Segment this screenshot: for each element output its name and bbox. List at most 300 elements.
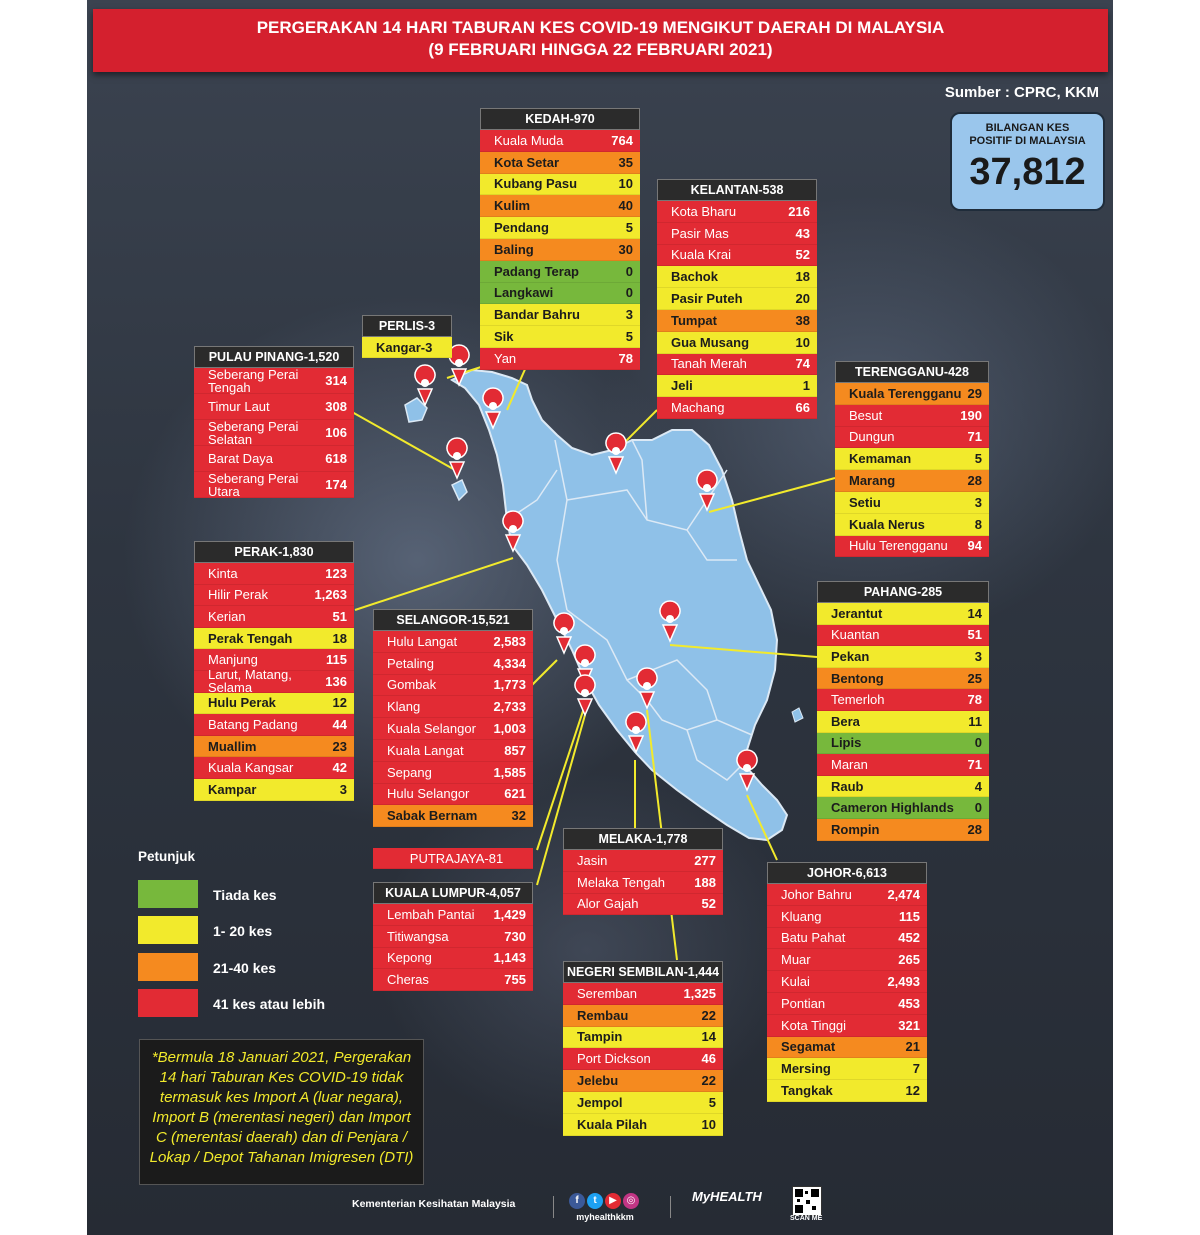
district-name: Jeli [671, 378, 693, 394]
district-name: Langkawi [494, 285, 554, 301]
panel-johor [767, 862, 927, 1102]
panel-header: MELAKA-1,778 [563, 828, 723, 850]
source-label: Sumber : CPRC, KKM [944, 84, 1099, 101]
district-row [657, 397, 817, 419]
district-row [194, 736, 354, 758]
district-cases: 115 [899, 908, 920, 924]
social-icons [569, 1190, 641, 1222]
district-cases: 7 [912, 1061, 920, 1077]
district-row [480, 195, 640, 217]
total-label-line-1: BILANGAN KES [985, 122, 1070, 134]
district-row [817, 603, 989, 625]
district-row [373, 718, 533, 740]
district-name: Kulai [781, 974, 810, 990]
district-row [373, 904, 533, 926]
district-row [194, 714, 354, 736]
district-row [817, 797, 989, 819]
district-cases: 0 [974, 735, 982, 751]
district-name: Baling [494, 241, 534, 257]
district-name: Batu Pahat [781, 930, 846, 946]
district-name: Kemaman [849, 451, 912, 467]
panel-terengganu [835, 361, 989, 557]
district-name: Temerloh [831, 692, 885, 708]
district-row [194, 779, 354, 801]
panel-kuala-lumpur [373, 882, 533, 991]
district-cases: 1,325 [683, 985, 716, 1001]
district-cases: 28 [967, 473, 982, 489]
district-row [480, 130, 640, 152]
tioman-island [792, 708, 803, 722]
district-name: Marang [849, 473, 896, 489]
district-cases: 1,263 [314, 587, 347, 603]
district-cases: 78 [967, 692, 982, 708]
district-name: Timur Laut [208, 399, 270, 414]
district-name: Kerian [208, 608, 246, 624]
panel-kedah [480, 108, 640, 370]
district-cases: 51 [967, 627, 982, 643]
infographic-poster [87, 0, 1113, 1235]
district-cases: 0 [625, 263, 633, 279]
district-row [480, 304, 640, 326]
district-name: Pendang [494, 220, 549, 236]
district-row [657, 223, 817, 245]
district-row [480, 152, 640, 174]
panel-header: SELANGOR-15,521 [373, 609, 533, 631]
district-cases: 5 [708, 1094, 716, 1110]
qr-code-icon[interactable] [792, 1186, 822, 1216]
district-cases: 51 [332, 608, 347, 624]
district-cases: 21 [905, 1039, 920, 1055]
district-cases: 216 [788, 203, 810, 219]
district-name: Kulim [494, 198, 531, 214]
panel-pahang [817, 581, 989, 841]
footer-divider [553, 1196, 554, 1218]
district-row [373, 848, 533, 869]
district-name: Bentong [831, 670, 884, 686]
title-line-1: PERGERAKAN 14 HARI TABURAN KES COVID-19 MENGIKUT DAERAH DI MALAYSIA [256, 18, 945, 37]
district-row [373, 926, 533, 948]
district-cases: 452 [898, 930, 920, 946]
district-cases: 4 [974, 778, 982, 794]
district-name: Johor Bahru [781, 886, 852, 902]
district-name: Muallim [208, 738, 257, 754]
district-name: Lipis [831, 735, 862, 751]
district-cases: 621 [504, 786, 526, 802]
district-row [373, 762, 533, 784]
district-row [194, 472, 354, 498]
district-name: Tampin [577, 1029, 623, 1045]
district-row [767, 949, 927, 971]
legend-swatch-orange [138, 953, 198, 981]
district-name: Hulu Terengganu [849, 538, 948, 554]
district-cases: 3 [974, 648, 982, 664]
district-name: Seberang Perai Selatan [208, 418, 299, 447]
district-row [817, 733, 989, 755]
district-cases: 2,493 [887, 974, 920, 990]
panel-putrajaya [373, 848, 533, 869]
district-name: Bera [831, 713, 860, 729]
district-row [835, 514, 989, 536]
district-name: Pontian [781, 995, 826, 1011]
district-row [194, 446, 354, 472]
district-cases: 22 [701, 1007, 716, 1023]
district-row [563, 1114, 723, 1136]
district-name: Kuala Kangsar [208, 760, 294, 776]
penang-island [452, 480, 467, 500]
district-cases: 10 [701, 1116, 716, 1132]
district-name: Jasin [577, 852, 608, 868]
district-name: Gua Musang [671, 334, 750, 350]
footer-org: Kementerian Kesihatan Malaysia [352, 1198, 516, 1210]
district-row [817, 754, 989, 776]
panel-selangor [373, 609, 533, 827]
district-cases: 1,773 [493, 677, 526, 693]
district-cases: 1,003 [493, 721, 526, 737]
district-row [373, 784, 533, 806]
district-name: Kota Tinggi [781, 1017, 847, 1033]
district-cases: 44 [332, 716, 347, 732]
district-name: Larut, Matang, Selama [208, 667, 292, 696]
panel-header: JOHOR-6,613 [767, 862, 927, 884]
district-name: Bachok [671, 269, 718, 285]
district-cases: 8 [974, 516, 982, 532]
district-cases: 23 [332, 738, 347, 754]
district-row [657, 310, 817, 332]
district-row [194, 368, 354, 394]
district-cases: 46 [701, 1051, 716, 1067]
panel-header: KUALA LUMPUR-4,057 [373, 882, 533, 904]
district-row [657, 354, 817, 376]
district-row [657, 288, 817, 310]
district-cases: 74 [795, 356, 810, 372]
district-row [657, 201, 817, 223]
district-row [480, 261, 640, 283]
social-handle: myhealthkkm [576, 1212, 634, 1222]
district-cases: 1,143 [493, 950, 526, 966]
district-cases: 3 [625, 307, 633, 323]
district-cases: 265 [898, 952, 920, 968]
district-row [194, 667, 354, 696]
district-name: Muar [781, 952, 811, 968]
district-row [194, 394, 354, 420]
district-name: Segamat [781, 1039, 836, 1055]
map-pin-icon [575, 675, 595, 715]
district-cases: 190 [960, 407, 982, 423]
district-row [657, 375, 817, 397]
district-name: Kampar [208, 781, 257, 797]
district-cases: 28 [967, 821, 982, 837]
panel-header: KELANTAN-538 [657, 179, 817, 201]
district-row [767, 1037, 927, 1059]
district-row [373, 740, 533, 762]
total-cases-label [952, 114, 1103, 148]
district-name: Gombak [387, 677, 437, 693]
total-cases-box [950, 112, 1105, 211]
district-row [835, 427, 989, 449]
district-row [563, 983, 723, 1005]
district-name: Kluang [781, 908, 822, 924]
district-cases: 136 [325, 673, 347, 689]
district-row [194, 585, 354, 607]
district-row [817, 776, 989, 798]
district-cases: 3 [339, 781, 347, 797]
district-row [767, 971, 927, 993]
district-row [817, 711, 989, 733]
district-name: Batang Padang [208, 716, 298, 732]
district-name: Kuala Selangor [387, 721, 476, 737]
district-row [817, 689, 989, 711]
panel-header: PAHANG-285 [817, 581, 989, 603]
district-cases: 35 [618, 154, 633, 170]
district-name: Mersing [781, 1061, 831, 1077]
district-name: Kuala Krai [671, 247, 731, 263]
district-name: Sik [494, 329, 514, 345]
district-cases: 730 [504, 928, 526, 944]
district-cases: 12 [905, 1083, 920, 1099]
district-row [767, 928, 927, 950]
district-cases: 5 [625, 329, 633, 345]
legend-swatch-red [138, 989, 198, 1017]
district-cases: 106 [325, 425, 347, 440]
district-row [563, 1048, 723, 1070]
instagram-icon[interactable]: ◎ [623, 1193, 639, 1209]
district-name: Raub [831, 778, 864, 794]
district-row [373, 653, 533, 675]
district-name: Kota Bharu [671, 203, 737, 219]
district-row [373, 696, 533, 718]
district-name: Pasir Puteh [671, 291, 743, 307]
scan-me-label: SCAN ME [790, 1215, 823, 1222]
district-cases: 115 [326, 652, 347, 668]
district-cases: 5 [974, 451, 982, 467]
district-name: Sepang [387, 764, 432, 780]
twitter-icon[interactable]: t [587, 1193, 603, 1209]
district-cases: 764 [611, 132, 633, 148]
district-row [480, 326, 640, 348]
district-cases: 71 [967, 429, 982, 445]
district-cases: 1 [802, 378, 810, 394]
district-name: Kuala Nerus [849, 516, 925, 532]
district-name: Machang [671, 400, 725, 416]
district-row [194, 563, 354, 585]
district-name: Tanah Merah [671, 356, 747, 372]
district-name: Maran [831, 756, 868, 772]
district-cases: 25 [967, 670, 982, 686]
district-cases: 22 [701, 1073, 716, 1089]
district-cases: 755 [504, 972, 526, 988]
district-row [817, 819, 989, 841]
panel-header: KEDAH-970 [480, 108, 640, 130]
district-cases: 277 [694, 852, 716, 868]
district-row [835, 448, 989, 470]
district-cases: 5 [625, 220, 633, 236]
panel-header: TERENGGANU-428 [835, 361, 989, 383]
legend-label-red: 41 kes atau lebih [213, 996, 326, 1012]
facebook-icon[interactable]: f [569, 1193, 585, 1209]
legend-swatch-yellow [138, 916, 198, 944]
district-cases: 40 [618, 198, 633, 214]
district-row [835, 405, 989, 427]
district-cases: 2,474 [887, 886, 920, 902]
district-cases: 42 [332, 760, 347, 776]
district-name: Alor Gajah [577, 896, 639, 912]
district-name: Kuala Pilah [577, 1116, 648, 1132]
district-cases: 3 [974, 494, 982, 510]
district-cases: 14 [701, 1029, 716, 1045]
qr-pattern [793, 1187, 821, 1215]
district-row [362, 337, 452, 358]
district-cases: 11 [968, 713, 982, 729]
district-cases: 453 [898, 995, 920, 1011]
title-line-2: (9 FEBRUARI HINGGA 22 FEBRUARI 2021) [428, 40, 773, 59]
district-name: Padang Terap [494, 263, 580, 279]
district-name: Seremban [577, 985, 637, 1001]
district-name: Kuala Muda [494, 132, 564, 148]
district-name: Klang [387, 699, 421, 715]
district-row [480, 283, 640, 305]
district-row [767, 1080, 927, 1102]
district-name: PUTRAJAYA-81 [409, 850, 504, 866]
district-row [563, 1027, 723, 1049]
district-cases: 14 [967, 605, 982, 621]
district-name: Jerantut [831, 605, 883, 621]
district-row [563, 1005, 723, 1027]
district-name: Kuala Terengganu [849, 385, 962, 401]
district-name: Seberang Perai Tengah [208, 366, 299, 395]
district-cases: 30 [618, 241, 633, 257]
district-row [480, 348, 640, 370]
district-name: Sabak Bernam [387, 808, 478, 824]
legend-title: Petunjuk [138, 849, 196, 864]
district-row [563, 1092, 723, 1114]
panel-perak [194, 541, 354, 801]
district-name: Kota Setar [494, 154, 560, 170]
district-cases: 52 [701, 896, 716, 912]
district-row [817, 625, 989, 647]
district-row [194, 693, 354, 715]
district-name: Pekan [831, 648, 870, 664]
district-name: Manjung [208, 652, 258, 668]
district-cases: 188 [694, 874, 716, 890]
district-name: Hulu Langat [387, 633, 458, 649]
district-name: Hulu Perak [208, 695, 276, 711]
district-row [835, 383, 989, 405]
district-name: Rembau [577, 1007, 629, 1023]
district-name: Tangkak [781, 1083, 833, 1099]
footer-divider [670, 1196, 671, 1218]
district-row [373, 805, 533, 827]
district-row [817, 646, 989, 668]
district-row [194, 757, 354, 779]
district-name: Kangar-3 [376, 339, 433, 355]
district-name: Bandar Bahru [494, 307, 580, 323]
district-row [767, 1015, 927, 1037]
legend-label-yellow: 1- 20 kes [213, 923, 273, 939]
district-cases: 2,733 [493, 699, 526, 715]
district-row [657, 266, 817, 288]
district-name: Hulu Selangor [387, 786, 470, 802]
district-row [767, 906, 927, 928]
district-row [835, 470, 989, 492]
district-name: Barat Daya [208, 451, 274, 466]
district-name: Yan [494, 350, 517, 366]
district-row [563, 894, 723, 916]
district-cases: 10 [795, 334, 810, 350]
district-row [767, 1058, 927, 1080]
district-cases: 314 [325, 373, 347, 388]
district-cases: 618 [325, 451, 347, 466]
total-cases-value: 37,812 [969, 151, 1086, 193]
district-cases: 321 [898, 1017, 920, 1033]
district-cases: 1,585 [493, 764, 526, 780]
panel-perlis [362, 315, 452, 358]
panel-header: NEGERI SEMBILAN-1,444 [563, 961, 723, 983]
district-name: Rompin [831, 821, 880, 837]
district-cases: 32 [511, 808, 526, 824]
district-row [373, 948, 533, 970]
district-name: Cheras [387, 972, 429, 988]
district-row [563, 1070, 723, 1092]
district-row [373, 631, 533, 653]
district-name: Kinta [208, 565, 238, 581]
district-name: Perak Tengah [208, 630, 293, 646]
legend-label-green: Tiada kes [213, 887, 277, 903]
district-name: Kepong [387, 950, 432, 966]
district-cases: 18 [795, 269, 810, 285]
district-row [767, 993, 927, 1015]
district-cases: 66 [795, 400, 810, 416]
district-row [480, 174, 640, 196]
district-name: Hilir Perak [208, 587, 268, 603]
district-cases: 38 [795, 312, 810, 328]
legend-swatch-green [138, 880, 198, 908]
panel-negeri-sembilan [563, 961, 723, 1136]
district-cases: 12 [332, 695, 347, 711]
district-cases: 4,334 [493, 655, 526, 671]
district-name: Jempol [577, 1094, 623, 1110]
district-name: Setiu [849, 494, 881, 510]
district-name: Dungun [849, 429, 895, 445]
district-row [194, 628, 354, 650]
district-name: Jelebu [577, 1073, 619, 1089]
district-name: Port Dickson [577, 1051, 651, 1067]
district-cases: 71 [967, 756, 982, 772]
district-name: Cameron Highlands [831, 800, 954, 816]
district-cases: 0 [625, 285, 633, 301]
district-cases: 94 [967, 538, 982, 554]
district-cases: 18 [332, 630, 347, 646]
map-pin-icon [447, 438, 467, 478]
district-cases: 174 [325, 477, 347, 492]
district-cases: 0 [974, 800, 982, 816]
district-cases: 2,583 [493, 633, 526, 649]
district-cases: 78 [618, 350, 633, 366]
youtube-icon[interactable]: ▶ [605, 1193, 621, 1209]
total-label-line-2: POSITIF DI MALAYSIA [969, 135, 1086, 147]
district-name: Kuantan [831, 627, 880, 643]
panel-kelantan [657, 179, 817, 419]
district-name: Lembah Pantai [387, 906, 475, 922]
panel-header: PULAU PINANG-1,520 [194, 346, 354, 368]
district-row [373, 675, 533, 697]
district-name: Petaling [387, 655, 434, 671]
myhealth-logo [692, 1188, 762, 1206]
district-name: Kubang Pasu [494, 176, 578, 192]
district-row [767, 884, 927, 906]
panel-header: PERAK-1,830 [194, 541, 354, 563]
page-title [93, 9, 1108, 72]
district-name: Pasir Mas [671, 225, 729, 241]
